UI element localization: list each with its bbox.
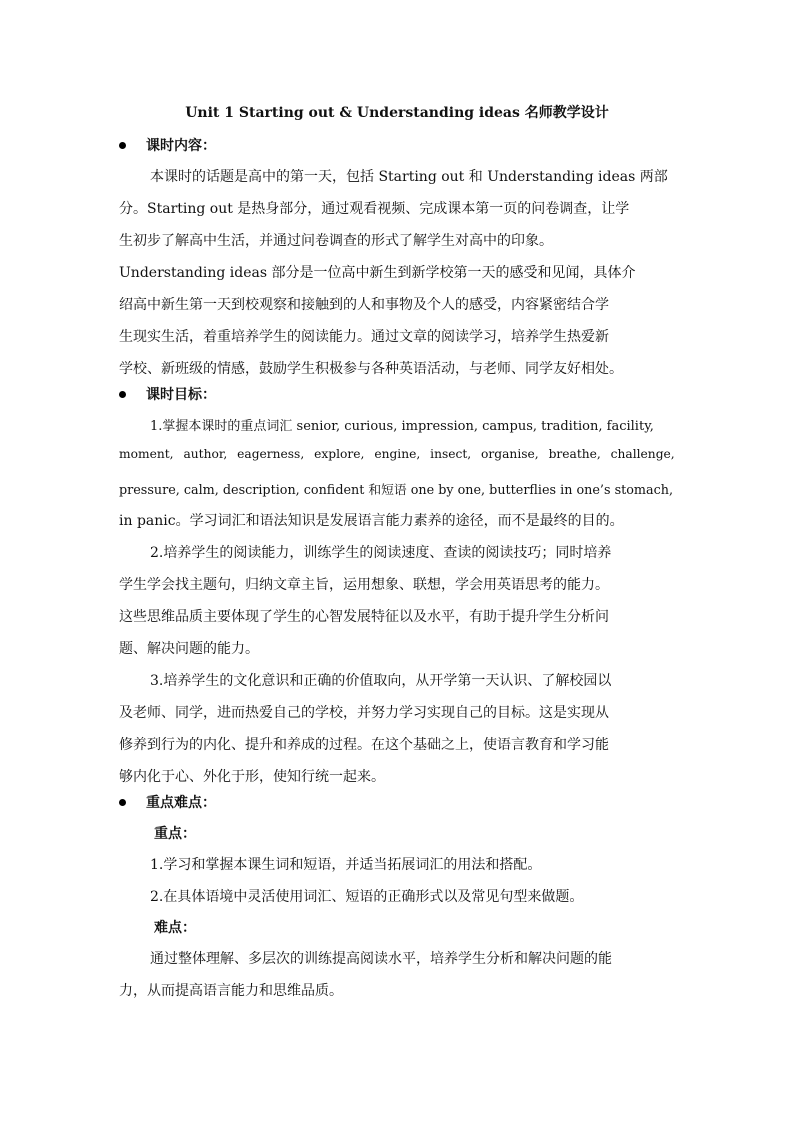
paragraph-line: Understanding ideas 部分是一位高中新生到新学校第一天的感受和见闻，具体介 xyxy=(119,265,636,281)
paragraph-line: 学校、新班级的情感，鼓励学生积极参与各种英语活动，与老师、同学友好相处。 xyxy=(119,361,623,377)
paragraph-line: 这些思维品质主要体现了学生的心智发展特征以及水平，有助于提升学生分析问 xyxy=(119,609,609,625)
bullet-icon xyxy=(119,142,126,149)
document-title: Unit 1 Starting out & Understanding ideas 名师教学设计 xyxy=(185,105,609,121)
section-heading-goals: 课时目标： xyxy=(119,384,216,404)
paragraph-line: in panic。学习词汇和语法知识是发展语言能力素养的途径，而不是最终的目的。 xyxy=(119,513,624,529)
key-label: 重点： xyxy=(154,826,196,842)
paragraph-line: 通过整体理解、多层次的训练提高阅读水平，培养学生分析和解决问题的能 xyxy=(150,951,612,967)
paragraph-line: 1.掌握本课时的重点词汇 senior, curious, impression, campus, tradition, facility, xyxy=(150,419,654,434)
paragraph-line: 3.培养学生的文化意识和正确的价值取向，从开学第一天认识、了解校园以 xyxy=(150,673,612,689)
paragraph-line: 够内化于心、外化于形，使知行统一起来。 xyxy=(119,769,385,785)
section-heading-content: 课时内容： xyxy=(119,135,216,155)
paragraph-line: 2.在具体语境中灵活使用词汇、短语的正确形式以及常见句型来做题。 xyxy=(150,889,584,905)
paragraph-line: 题、解决问题的能力。 xyxy=(119,641,259,657)
bullet-icon xyxy=(119,799,126,806)
paragraph-line: 1.学习和掌握本课生词和短语，并适当拓展词汇的用法和搭配。 xyxy=(150,857,542,873)
paragraph-line: 力，从而提高语言能力和思维品质。 xyxy=(119,983,343,999)
paragraph-line: 生现实生活，着重培养学生的阅读能力。通过文章的阅读学习，培养学生热爱新 xyxy=(119,329,609,345)
paragraph-line: moment, author, eagerness, explore, engine, insect, organise, breathe, challenge, xyxy=(119,447,675,461)
paragraph-line: 学生学会找主题句，归纳文章主旨，运用想象、联想，学会用英语思考的能力。 xyxy=(119,577,609,593)
paragraph-line: 2.培养学生的阅读能力，训练学生的阅读速度、查读的阅读技巧；同时培养 xyxy=(150,545,612,561)
paragraph-line: pressure, calm, description, confident 和短语 one by one, butterflies in one’s stomach, xyxy=(119,483,674,498)
difficult-label: 难点： xyxy=(154,920,196,936)
paragraph-line: 修养到行为的内化、提升和养成的过程。在这个基础之上，使语言教育和学习能 xyxy=(119,737,609,753)
paragraph-line: 绍高中新生第一天到校观察和接触到的人和事物及个人的感受，内容紧密结合学 xyxy=(119,297,609,313)
paragraph-line: 生初步了解高中生活，并通过问卷调查的形式了解学生对高中的印象。 xyxy=(119,233,553,249)
bullet-icon xyxy=(119,391,126,398)
paragraph-line: 及老师、同学，进而热爱自己的学校，并努力学习实现自己的目标。这是实现从 xyxy=(119,705,609,721)
paragraph-line: 本课时的话题是高中的第一天，包括 Starting out 和 Understanding ideas 两部 xyxy=(150,169,668,185)
paragraph-line: 分。Starting out 是热身部分，通过观看视频、完成课本第一页的问卷调查，让学 xyxy=(119,201,630,217)
section-heading-key-points: 重点难点： xyxy=(119,792,216,812)
